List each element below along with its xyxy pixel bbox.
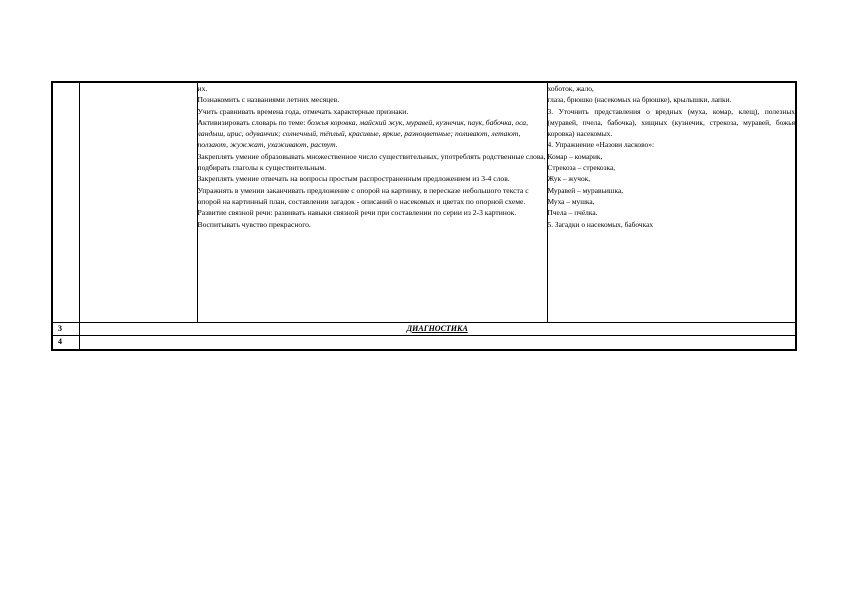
table-row bbox=[52, 336, 796, 351]
empty-cell bbox=[79, 336, 796, 351]
work-line: хоботок, жало, bbox=[547, 84, 594, 93]
goal-line: Воспитывать чувство прекрасного. bbox=[197, 219, 311, 229]
work-line: Комар – комарик, bbox=[547, 151, 603, 161]
work-line: Муха – мушка, bbox=[547, 196, 595, 206]
work-line: Стрекоза – стрекозка, bbox=[547, 163, 616, 173]
row-number: 4 bbox=[52, 336, 79, 351]
goals-cell bbox=[197, 82, 547, 323]
work-line: Муравей – муравьишка, bbox=[547, 185, 624, 195]
goal-line: Закреплять умение отвечать на вопросы простым распространенным предложением из 3-4 слов. bbox=[197, 174, 510, 184]
vocab-line bbox=[198, 117, 547, 151]
row-number: 3 bbox=[52, 323, 79, 336]
goal-line: Упражнять в умении заканчивать предложение с опорой на картинку, в пересказе небольшого текста с опорой на картинный план, составлении загадок - описаний о насекомых и цветах по опорной схеме. bbox=[197, 185, 529, 206]
goal-line: Познакомить с названиями летних месяцев. bbox=[197, 95, 340, 105]
vocab-words: божья коровка, майский жук, муравей, кузнечик, паук, бабочка, оса, ландыш, ирис, одуванчик; солнечный, тёплый, красивые, яркие, разноцветные; поливают, летают, ползают, жужжат, ухаживают, растут. bbox=[197, 117, 528, 150]
lesson-plan-table bbox=[51, 81, 797, 351]
work-line: 3. Уточнить представления о вредных (муха, комар, клещ), полезных (муравей, пчела, бабочка), хищных (кузнечик, стрекоза, муравей, божья коровка) насекомых. bbox=[547, 106, 795, 139]
work-cell bbox=[547, 82, 796, 323]
work-line: глаза, брюшко (насекомых на брюшке), крылышки, лапки. bbox=[547, 95, 732, 105]
table-row bbox=[52, 82, 796, 323]
vocab-lead: Активизировать словарь по теме: bbox=[197, 117, 308, 127]
table-row bbox=[52, 323, 796, 336]
number-cell bbox=[52, 82, 79, 323]
work-line: Пчела – пчёлка. bbox=[547, 208, 598, 218]
diagnostics-title: ДИАГНОСТИКА bbox=[79, 323, 796, 336]
goal-line: Развитие связной речи: развивать навыки связной речи при составлении по серии из 2-3 картинок. bbox=[197, 208, 517, 218]
work-line: Жук – жучок, bbox=[547, 174, 591, 184]
topic-cell bbox=[79, 82, 197, 323]
work-line: 4. Упражнение «Назови ласково»: bbox=[547, 140, 655, 150]
goal-line: Учить сравнивать времена года, отмечать характерные признаки. bbox=[197, 106, 409, 116]
work-line: 5. Загадки о насекомых, бабочках bbox=[547, 219, 654, 229]
goal-line: их. bbox=[197, 84, 208, 93]
goal-line: Закреплять умение образовывать множественное число существительных, употреблять родственные слова, подбирать глаголы к существительным. bbox=[197, 151, 546, 173]
